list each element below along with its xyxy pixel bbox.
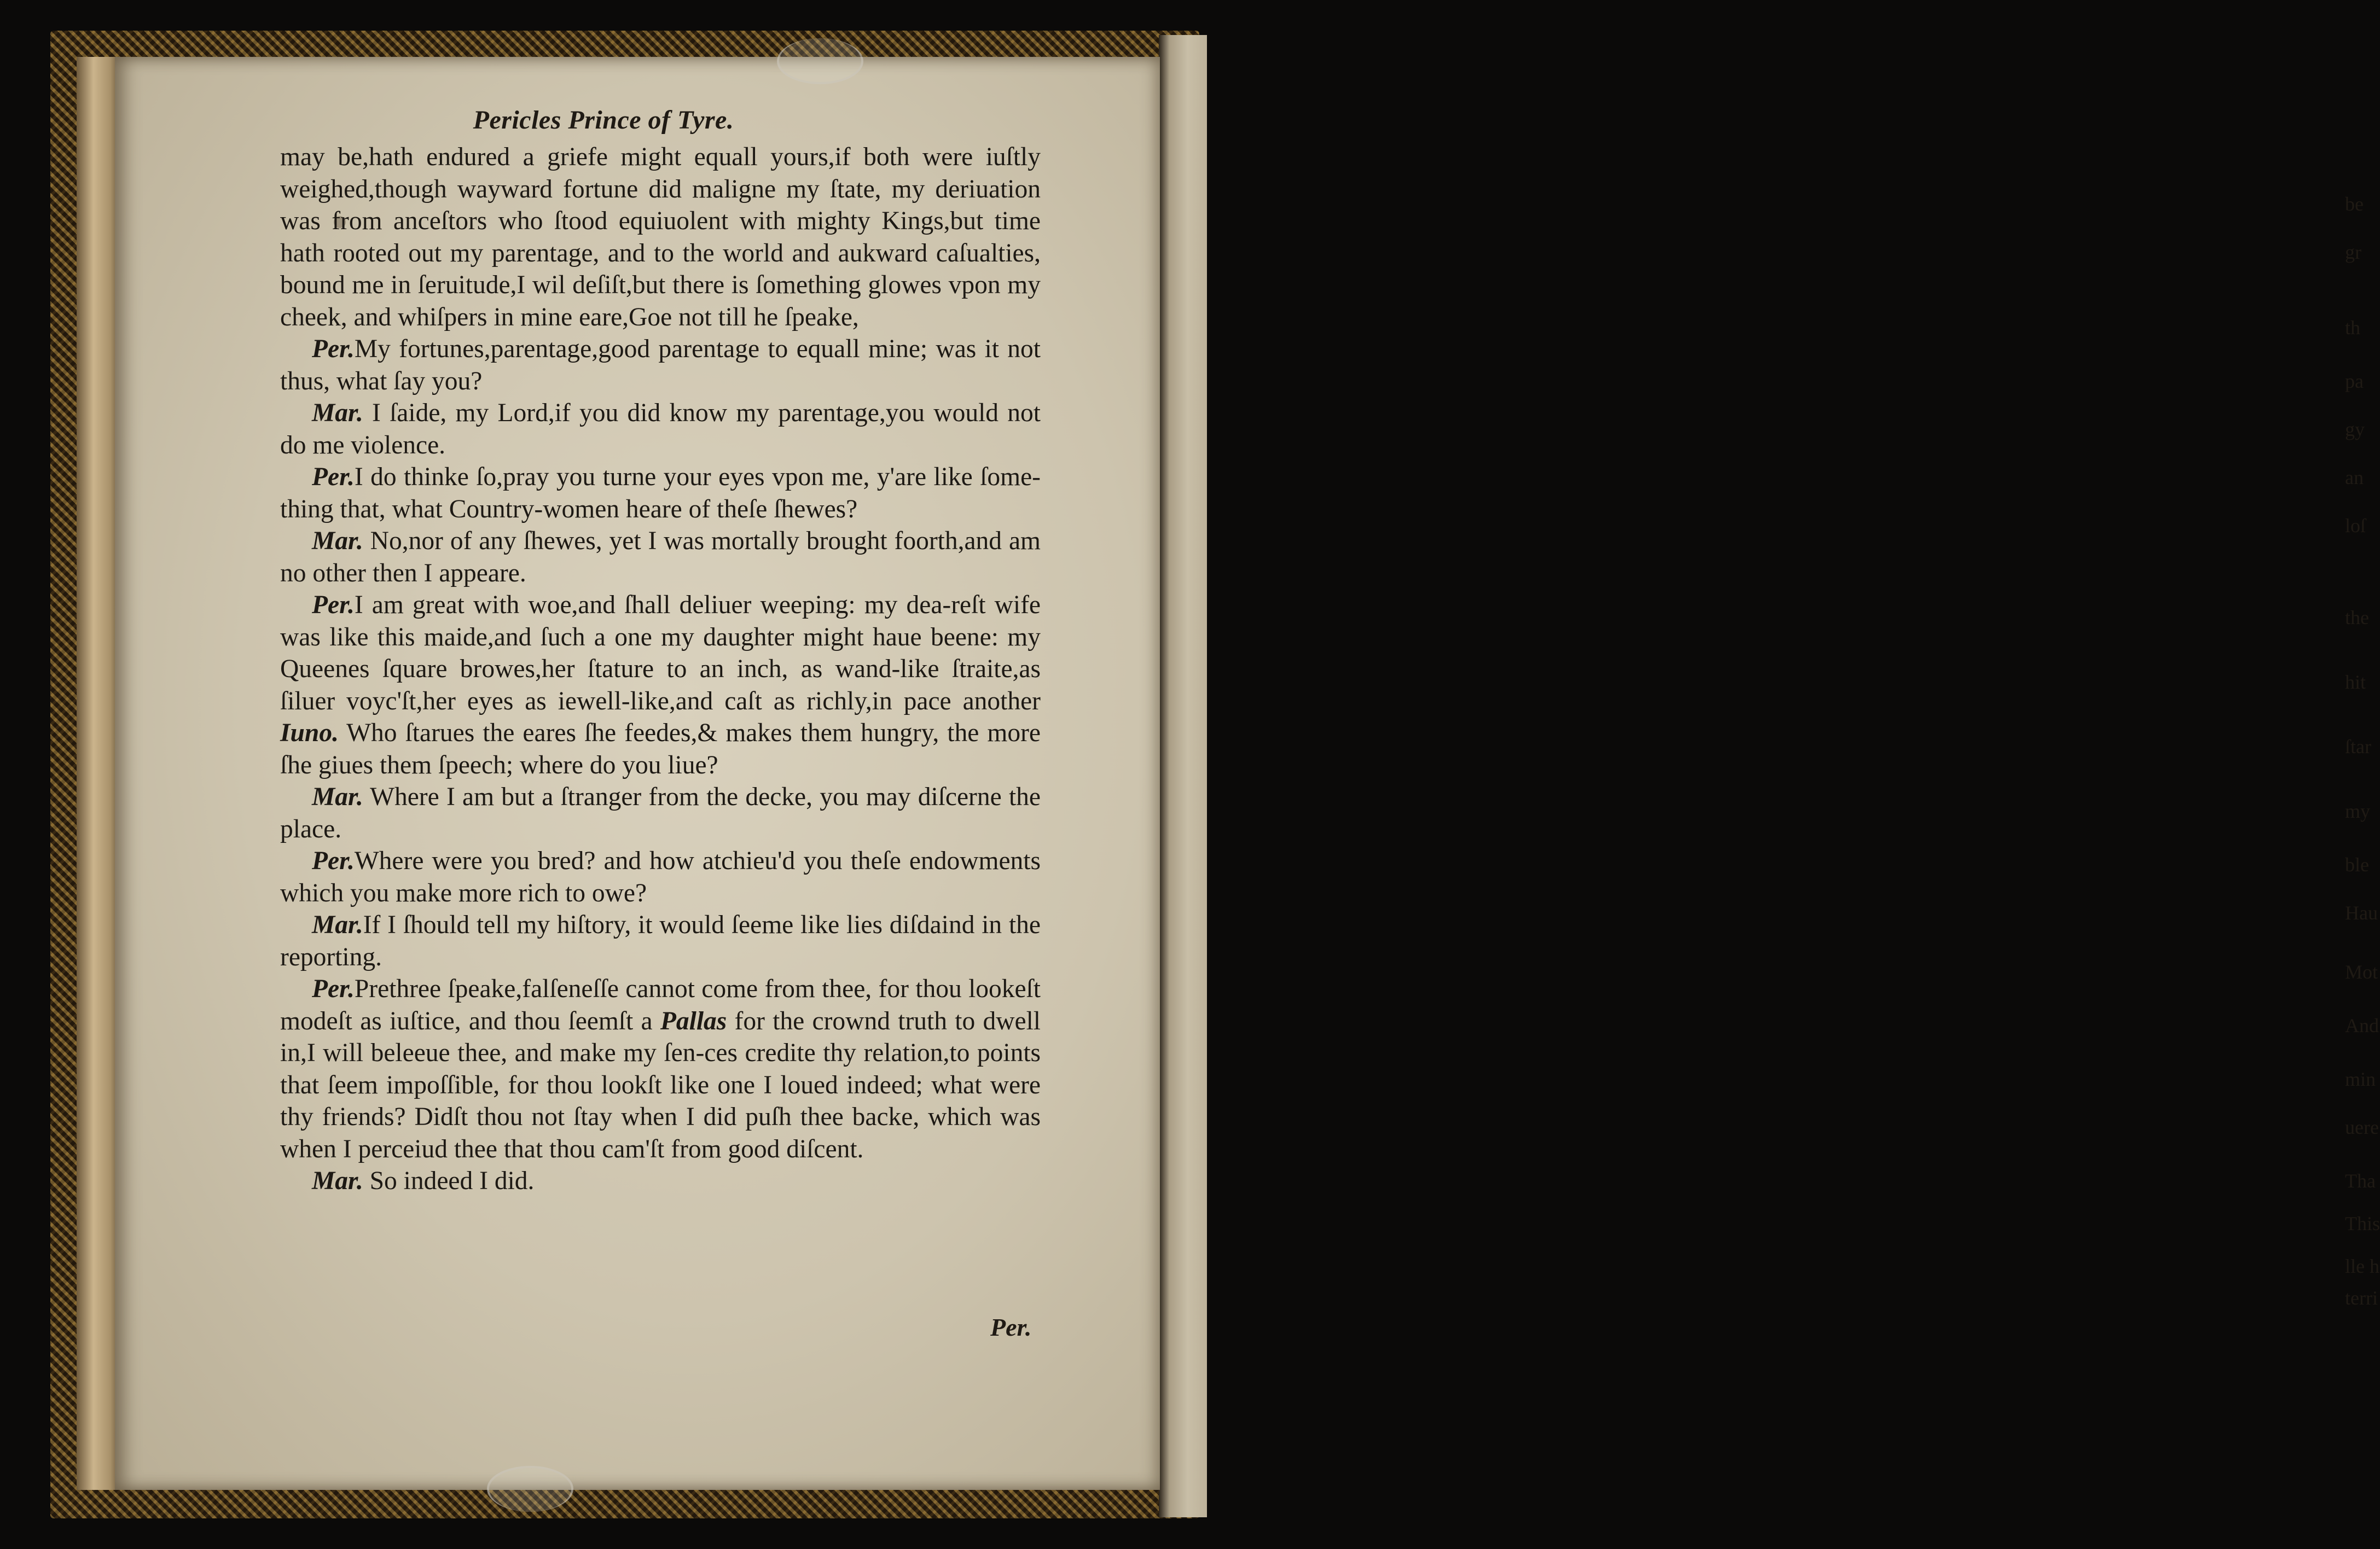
speaker-prefix: Per.	[312, 463, 355, 491]
speech-text: My fortunes,parentage,good parentage to equall mine; was it not thus, what ſay you?	[280, 335, 1041, 395]
text-paragraph	[280, 397, 1041, 461]
facing-page-fragment: uere	[2345, 1116, 2379, 1138]
speech-text: Where were you bred? and how atchieu'd you theſe endowments which you make more rich to owe?	[280, 847, 1041, 907]
speech-text: Prethree ſpeake,falſeneſſe cannot come from thee, for thou lookeſt modeſt as iuſtice, and thou ſeemſt a	[280, 975, 1041, 1035]
page-body-text	[280, 141, 1041, 1197]
facing-page-fragment: This	[2345, 1213, 2380, 1234]
facing-page-fragment: ſtar	[2345, 736, 2371, 758]
text-paragraph	[280, 1165, 1041, 1197]
speech-text: I am great with woe,and ſhall deliuer weeping: my dea-reſt wife was like this maide,and ſuch a one my daughter might haue beene: my Queenes ſquare browes,her ſtature to an inch, as wand-like ſtraite,as ſiluer voyc'ſt,her eyes as iewell-like,and caſt as richly,in pace another	[280, 591, 1041, 715]
running-head: Pericles Prince of Tyre.	[473, 106, 734, 135]
speech-text-continued: for the crownd truth to dwell in,I will beleeue thee, and make my ſen-ces credite thy relation,to points that ſeem impoſſible, for thou lookſt like one I loued indeed; what were thy friends? Didſt thou not ſtay when I did puſh thee backe, which was when I perceiud thee that thou cam'ſt from good diſcent.	[280, 1006, 1041, 1163]
text-paragraph	[280, 909, 1041, 973]
facing-page-fragment: my	[2345, 800, 2371, 822]
facing-page-fragment: th	[2345, 317, 2361, 339]
catchword: Per.	[990, 1313, 1032, 1341]
speaker-prefix: Mar.	[312, 399, 363, 427]
speech-text: If I ſhould tell my hiſtory, it would ſeeme like lies diſdaind in the reporting.	[280, 911, 1041, 971]
facing-page-fragment: Hau	[2345, 902, 2378, 924]
facing-page-fragment: be	[2345, 193, 2364, 215]
facing-page-fragment: terri	[2345, 1287, 2378, 1309]
speech-text: So indeed I did.	[363, 1167, 535, 1195]
facing-page-fragment: gy	[2345, 418, 2365, 440]
speaker-prefix: Per.	[312, 847, 355, 875]
speaker-prefix: Per.	[312, 335, 355, 363]
speech-text: No,nor of any ſhewes, yet I was mortally brought foorth,and am no other then I appeare.	[280, 527, 1041, 587]
speech-text: may be,hath endured a griefe might equall yours,if both were iuſtly weighed,though wayward fortune did maligne my ſtate, my deriuation was from anceſtors who ſtood equiuolent with mighty Kings,but time hath rooted out my parentage, and to the world and aukward caſualties, bound me in ſeruitude,I wil deſiſt,but there is ſomething glowes vpon my cheek, and whiſpers in mine eare,Goe not till he ſpeake,	[280, 143, 1041, 331]
text-paragraph	[280, 973, 1041, 1165]
facing-page-fragment: Tha	[2345, 1170, 2376, 1192]
speaker-prefix: Per.	[312, 591, 355, 619]
glass-clip-top	[777, 38, 863, 84]
italic-name: Pallas	[660, 1006, 727, 1035]
text-paragraph	[280, 781, 1041, 845]
text-paragraph	[280, 845, 1041, 909]
facing-page-fragment: lle h	[2345, 1255, 2379, 1277]
facing-page-fragment: an	[2345, 467, 2364, 488]
speech-text-continued: Who ſtarues the eares ſhe feedes,& makes them hungry, the more ſhe giues them ſpeech; where do you liue?	[280, 719, 1041, 779]
facing-page-fragment: And	[2345, 1015, 2379, 1036]
facing-page-fragment: Mot	[2345, 961, 2378, 983]
speaker-prefix: Mar.	[312, 783, 363, 811]
speech-text: I ſaide, my Lord,if you did know my parentage,you would not do me violence.	[280, 399, 1041, 459]
facing-page-fragment: the	[2345, 607, 2369, 628]
facing-page-text-fragments	[2345, 183, 2380, 1309]
facing-page-fragment: loſ	[2345, 515, 2366, 537]
speaker-prefix: Mar.	[312, 911, 363, 939]
text-paragraph	[280, 141, 1041, 333]
facing-page-fragment: pa	[2345, 370, 2364, 392]
italic-name: Iuno.	[280, 719, 339, 747]
speaker-prefix: Mar.	[312, 527, 363, 555]
speech-text: I do thinke ſo,pray you turne your eyes vpon me, y'are like ſome-thing that, what Country-women heare of theſe ſhewes?	[280, 463, 1041, 523]
facing-page-fragment: gr	[2345, 241, 2361, 263]
facing-page-fragment: min	[2345, 1068, 2376, 1090]
glass-clip-bottom	[487, 1466, 573, 1512]
speech-text: Where I am but a ſtranger from the decke, you may diſcerne the place.	[280, 783, 1041, 843]
facing-page-fragment: hit	[2345, 671, 2366, 693]
facing-page-fragment: ble	[2345, 854, 2369, 876]
speaker-prefix: Mar.	[312, 1167, 363, 1195]
text-paragraph	[280, 589, 1041, 781]
text-paragraph	[280, 333, 1041, 397]
text-paragraph	[280, 525, 1041, 589]
facing-page-edge	[1159, 35, 2380, 1517]
text-paragraph	[280, 461, 1041, 525]
speaker-prefix: Per.	[312, 975, 355, 1003]
